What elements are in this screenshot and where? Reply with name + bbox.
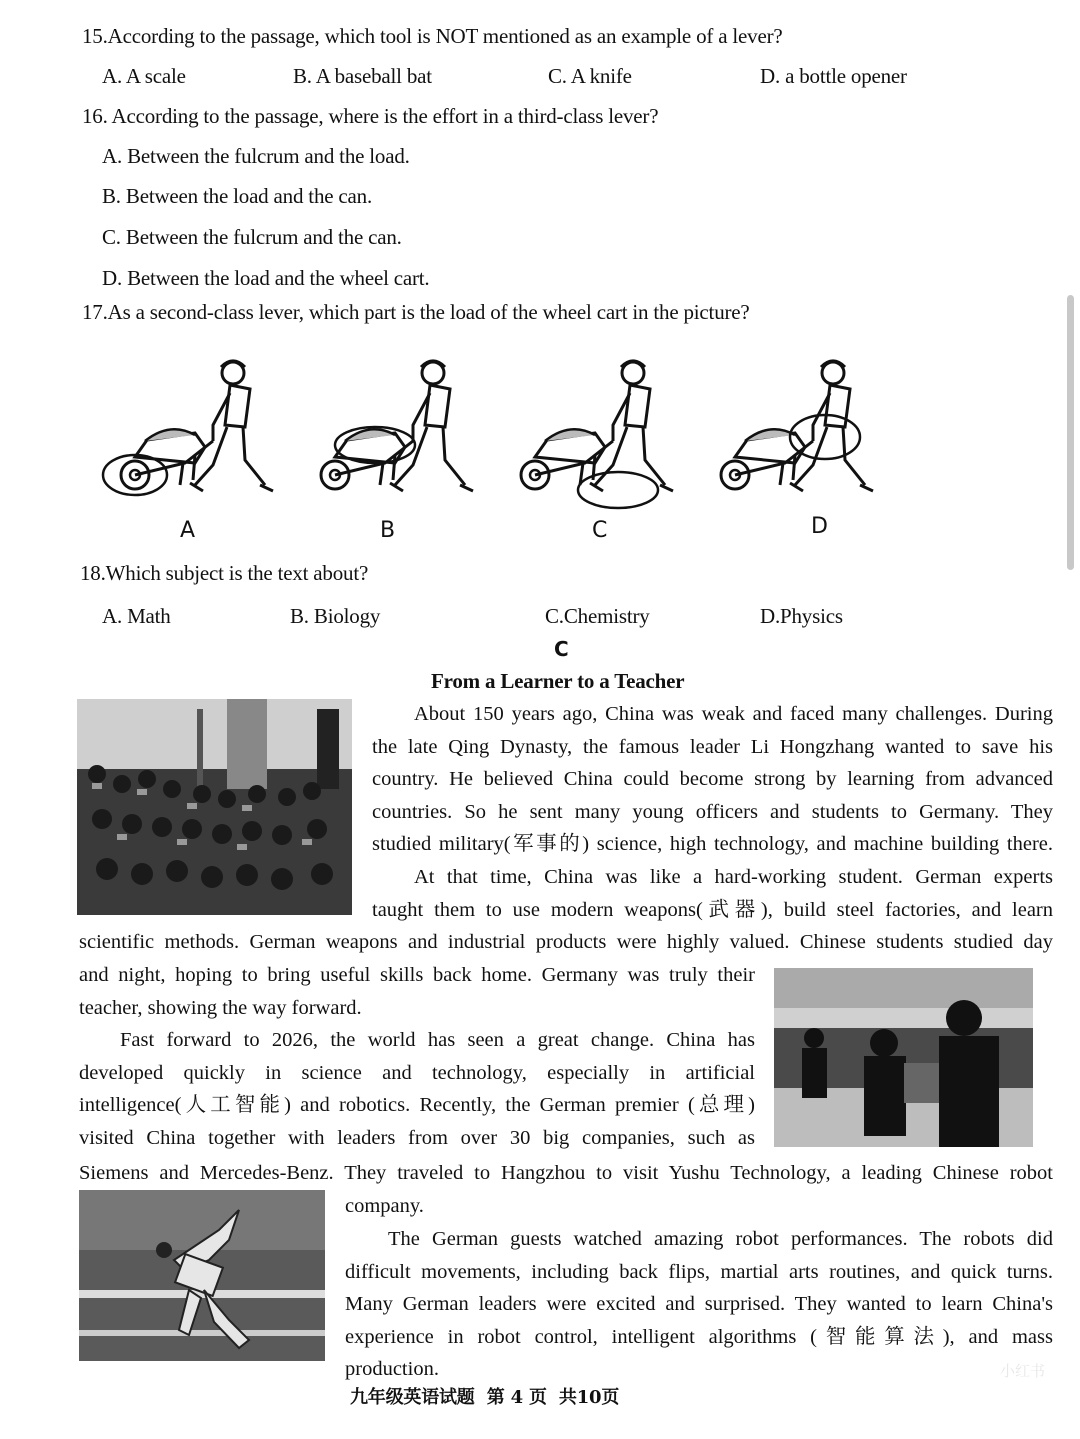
p2-line: and night, hoping to bring useful skills back home. Germany was truly their bbox=[79, 964, 755, 986]
historical-group-photo bbox=[77, 699, 352, 915]
p4-line: difficult movements, including back flips, martial arts routines, and quick turns. bbox=[345, 1260, 1053, 1283]
paragraph-2a bbox=[372, 861, 1053, 926]
p4-line: The German guests watched amazing robot performances. The robots did bbox=[388, 1228, 1053, 1250]
section-letter: C bbox=[554, 637, 569, 661]
paragraph-1 bbox=[372, 698, 1053, 861]
wheelbarrow-figures bbox=[90, 345, 890, 510]
q18-option-d: D.Physics bbox=[760, 604, 843, 628]
p1-line: countries. So he sent many young officers and students to Germany. They bbox=[372, 800, 1053, 823]
paragraph-3a bbox=[79, 1024, 755, 1154]
paragraph-2c bbox=[79, 959, 755, 1024]
q18-question: 18.Which subject is the text about? bbox=[80, 561, 369, 585]
q16-option-d: D. Between the load and the wheel cart. bbox=[102, 266, 430, 290]
p4-line: Many German leaders were excited and surprised. They wanted to learn China's bbox=[345, 1293, 1053, 1316]
p1-line: studied military(军事的) science, high technology, and machine building there. bbox=[372, 833, 1053, 856]
q15-question: 15.According to the passage, which tool is NOT mentioned as an example of a lever? bbox=[82, 24, 783, 48]
p2-line: taught them to use modern weapons(武器), build steel factories, and learn bbox=[372, 898, 1053, 921]
paragraph-2b bbox=[79, 926, 1053, 959]
q15-option-b: B. A baseball bat bbox=[293, 64, 432, 88]
p1-line: the late Qing Dynasty, the famous leader Li Hongzhang wanted to save his bbox=[372, 735, 1053, 758]
p3-line: company. bbox=[345, 1195, 424, 1217]
q16-question: 16. According to the passage, where is the effort in a third-class lever? bbox=[82, 104, 659, 128]
p1-line: About 150 years ago, China was weak and faced many challenges. During bbox=[414, 703, 1053, 725]
q17-question: 17.As a second-class lever, which part is the load of the wheel cart in the picture? bbox=[82, 300, 750, 324]
q16-option-a: A. Between the fulcrum and the load. bbox=[102, 144, 410, 168]
p2-line: teacher, showing the way forward. bbox=[79, 996, 362, 1019]
option-label-a: A bbox=[180, 518, 196, 543]
q18-option-c: C.Chemistry bbox=[545, 604, 650, 628]
p3-line: intelligence(人工智能) and robotics. Recently, the German premier (总理) bbox=[79, 1094, 755, 1117]
option-label-b: B bbox=[380, 518, 396, 543]
q18-option-a: A. Math bbox=[102, 604, 171, 628]
watermark: 小红书 bbox=[1000, 1362, 1046, 1380]
p1-line: country. He believed China could become strong by learning from advanced bbox=[372, 768, 1053, 791]
p2-line: At that time, China was like a hard-working student. German experts bbox=[414, 866, 1053, 888]
p4-line: production. bbox=[345, 1358, 439, 1381]
paragraph-4 bbox=[345, 1223, 1053, 1386]
article-title: From a Learner to a Teacher bbox=[431, 669, 685, 693]
q16-option-b: B. Between the load and the can. bbox=[102, 184, 373, 208]
scrollbar-thumb[interactable] bbox=[1067, 295, 1074, 570]
p4-line: experience in robot control, intelligent algorithms (智能算法), and mass bbox=[345, 1325, 1053, 1348]
p3-line: developed quickly in science and technology, especially in artificial bbox=[79, 1061, 755, 1084]
robot-photo bbox=[79, 1190, 325, 1361]
q16-option-c: C. Between the fulcrum and the can. bbox=[102, 225, 402, 249]
q15-option-c: C. A knife bbox=[548, 64, 632, 88]
q15-option-d: D. a bottle opener bbox=[760, 64, 907, 88]
p3-line: visited China together with leaders from over 30 big companies, such as bbox=[79, 1126, 755, 1149]
paragraph-3c bbox=[345, 1190, 1053, 1223]
p3-line: Fast forward to 2026, the world has seen a great change. China has bbox=[120, 1029, 755, 1051]
paragraph-3b bbox=[79, 1157, 1053, 1190]
page-footer: 九年级英语试题 第 4 页 共10页 bbox=[350, 1387, 620, 1408]
p3-line: Siemens and Mercedes-Benz. They traveled to Hangzhou to visit Yushu Technology, a leading Chinese robot bbox=[79, 1162, 1053, 1184]
p2-line: scientific methods. German weapons and industrial products were highly valued. Chinese students studied day bbox=[79, 931, 1053, 953]
option-label-c: C bbox=[592, 518, 608, 543]
option-label-d: D bbox=[811, 514, 828, 539]
meeting-photo bbox=[774, 968, 1033, 1147]
q18-option-b: B. Biology bbox=[290, 604, 381, 628]
q15-option-a: A. A scale bbox=[102, 64, 186, 88]
